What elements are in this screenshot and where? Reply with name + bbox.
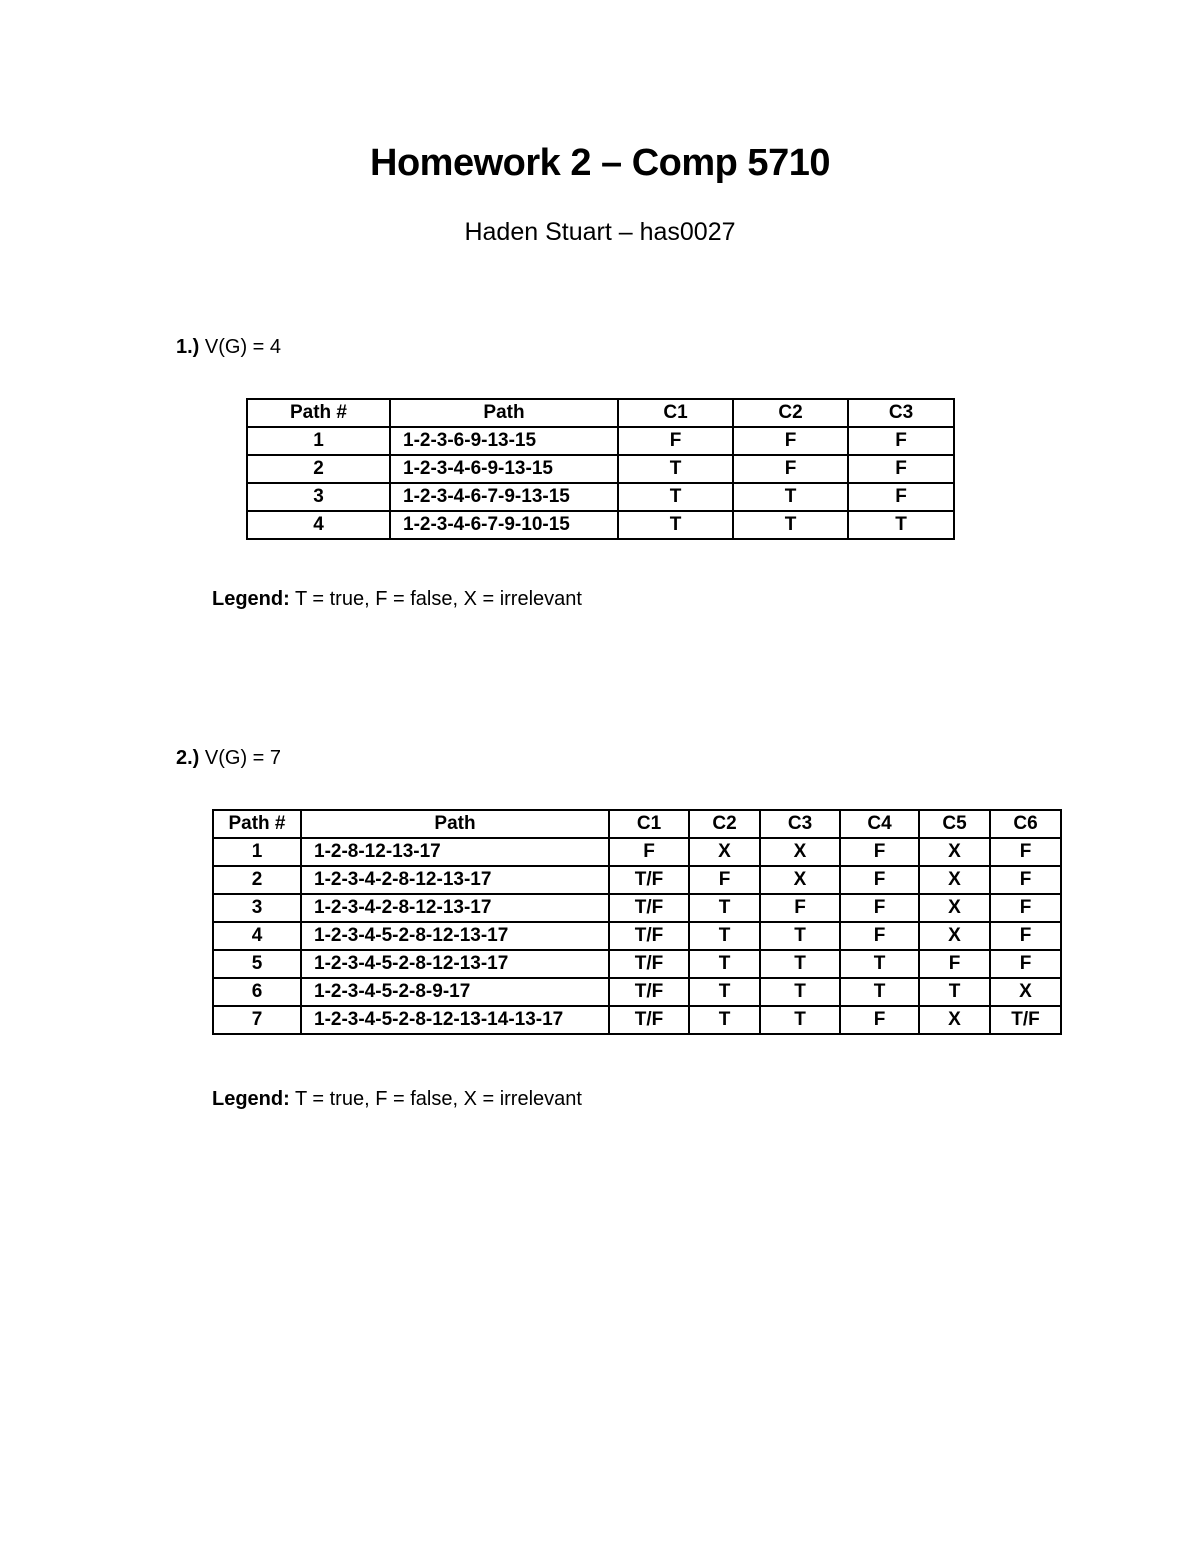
- author-line: Haden Stuart – has0027: [464, 218, 736, 246]
- column-header: C5: [919, 810, 990, 838]
- condition-cell: F: [990, 866, 1061, 894]
- path-cell: 1-2-3-6-9-13-15: [390, 427, 618, 455]
- condition-cell: X: [760, 866, 840, 894]
- path-cell: 1-2-3-4-5-2-8-12-13-14-13-17: [301, 1006, 609, 1034]
- condition-cell: T: [689, 922, 760, 950]
- condition-cell: F: [990, 894, 1061, 922]
- condition-cell: F: [840, 894, 919, 922]
- condition-cell: T: [760, 922, 840, 950]
- condition-cell: X: [919, 922, 990, 950]
- condition-cell: F: [733, 427, 848, 455]
- path-number-cell: 6: [213, 978, 301, 1006]
- condition-cell: T: [840, 978, 919, 1006]
- condition-cell: F: [760, 894, 840, 922]
- column-header: Path: [390, 399, 618, 427]
- legend-label: Legend:: [212, 1088, 290, 1110]
- column-header: C4: [840, 810, 919, 838]
- legend-text: T = true, F = false, X = irrelevant: [289, 588, 582, 610]
- path-number-cell: 4: [247, 511, 390, 539]
- path-cell: 1-2-3-4-2-8-12-13-17: [301, 894, 609, 922]
- table-row: [213, 894, 1061, 922]
- question-1-legend: [212, 588, 582, 611]
- table-row: [213, 1006, 1061, 1034]
- path-cell: 1-2-3-4-5-2-8-12-13-17: [301, 950, 609, 978]
- condition-cell: T/F: [609, 978, 689, 1006]
- condition-cell: T: [840, 950, 919, 978]
- question-2-number: 2.): [176, 747, 200, 769]
- condition-cell: T/F: [609, 922, 689, 950]
- legend-text: T = true, F = false, X = irrelevant: [289, 1088, 582, 1110]
- path-number-cell: 1: [247, 427, 390, 455]
- path-cell: 1-2-8-12-13-17: [301, 838, 609, 866]
- condition-cell: T: [733, 483, 848, 511]
- path-cell: 1-2-3-4-6-7-9-13-15: [390, 483, 618, 511]
- path-number-cell: 7: [213, 1006, 301, 1034]
- path-number-cell: 5: [213, 950, 301, 978]
- column-header: Path #: [247, 399, 390, 427]
- condition-cell: X: [760, 838, 840, 866]
- path-number-cell: 3: [247, 483, 390, 511]
- path-cell: 1-2-3-4-5-2-8-9-17: [301, 978, 609, 1006]
- condition-cell: T/F: [609, 1006, 689, 1034]
- path-cell: 1-2-3-4-2-8-12-13-17: [301, 866, 609, 894]
- table-row: [247, 483, 954, 511]
- condition-cell: T: [689, 978, 760, 1006]
- condition-cell: F: [848, 455, 954, 483]
- table-row: [213, 978, 1061, 1006]
- condition-cell: T: [689, 950, 760, 978]
- path-number-cell: 4: [213, 922, 301, 950]
- condition-cell: T/F: [609, 866, 689, 894]
- condition-cell: T: [919, 978, 990, 1006]
- condition-cell: X: [919, 1006, 990, 1034]
- path-number-cell: 3: [213, 894, 301, 922]
- condition-cell: T: [689, 1006, 760, 1034]
- column-header: C3: [760, 810, 840, 838]
- condition-cell: T: [618, 483, 733, 511]
- condition-cell: F: [689, 866, 760, 894]
- table-row: [213, 950, 1061, 978]
- condition-cell: X: [919, 838, 990, 866]
- condition-cell: F: [618, 427, 733, 455]
- condition-cell: T: [618, 511, 733, 539]
- path-number-cell: 1: [213, 838, 301, 866]
- question-2-path-table: [212, 809, 1062, 1035]
- table-row: [213, 866, 1061, 894]
- path-cell: 1-2-3-4-6-7-9-10-15: [390, 511, 618, 539]
- condition-cell: T: [618, 455, 733, 483]
- condition-cell: X: [919, 866, 990, 894]
- condition-cell: T/F: [609, 950, 689, 978]
- condition-cell: F: [990, 838, 1061, 866]
- condition-cell: F: [733, 455, 848, 483]
- condition-cell: F: [990, 922, 1061, 950]
- condition-cell: T: [689, 894, 760, 922]
- question-2-legend: [212, 1088, 582, 1111]
- table-row: [213, 922, 1061, 950]
- column-header: C1: [618, 399, 733, 427]
- condition-cell: T/F: [990, 1006, 1061, 1034]
- table-header-row: [247, 399, 954, 427]
- condition-cell: F: [840, 838, 919, 866]
- table-header-row: [213, 810, 1061, 838]
- condition-cell: T: [848, 511, 954, 539]
- column-header: Path #: [213, 810, 301, 838]
- column-header: C3: [848, 399, 954, 427]
- question-2-heading: [176, 747, 281, 770]
- condition-cell: F: [840, 922, 919, 950]
- condition-cell: T/F: [609, 894, 689, 922]
- column-header: C2: [689, 810, 760, 838]
- table-row: [247, 455, 954, 483]
- condition-cell: F: [609, 838, 689, 866]
- column-header: C1: [609, 810, 689, 838]
- path-number-cell: 2: [247, 455, 390, 483]
- condition-cell: F: [840, 866, 919, 894]
- question-1-number: 1.): [176, 336, 200, 358]
- path-cell: 1-2-3-4-6-9-13-15: [390, 455, 618, 483]
- column-header: C6: [990, 810, 1061, 838]
- condition-cell: T: [760, 1006, 840, 1034]
- question-1-path-table: [246, 398, 955, 540]
- question-1-heading: [176, 336, 281, 359]
- condition-cell: F: [840, 1006, 919, 1034]
- condition-cell: X: [990, 978, 1061, 1006]
- path-number-cell: 2: [213, 866, 301, 894]
- path-cell: 1-2-3-4-5-2-8-12-13-17: [301, 922, 609, 950]
- condition-cell: T: [760, 950, 840, 978]
- column-header: Path: [301, 810, 609, 838]
- condition-cell: T: [733, 511, 848, 539]
- question-1-complexity: V(G) = 4: [204, 336, 282, 358]
- condition-cell: F: [990, 950, 1061, 978]
- table-row: [247, 511, 954, 539]
- table-row: [247, 427, 954, 455]
- question-2-complexity: V(G) = 7: [204, 747, 282, 769]
- column-header: C2: [733, 399, 848, 427]
- condition-cell: F: [919, 950, 990, 978]
- condition-cell: F: [848, 483, 954, 511]
- condition-cell: X: [919, 894, 990, 922]
- condition-cell: F: [848, 427, 954, 455]
- page-title: Homework 2 – Comp 5710: [370, 142, 830, 184]
- condition-cell: T: [760, 978, 840, 1006]
- condition-cell: X: [689, 838, 760, 866]
- legend-label: Legend:: [212, 588, 290, 610]
- table-row: [213, 838, 1061, 866]
